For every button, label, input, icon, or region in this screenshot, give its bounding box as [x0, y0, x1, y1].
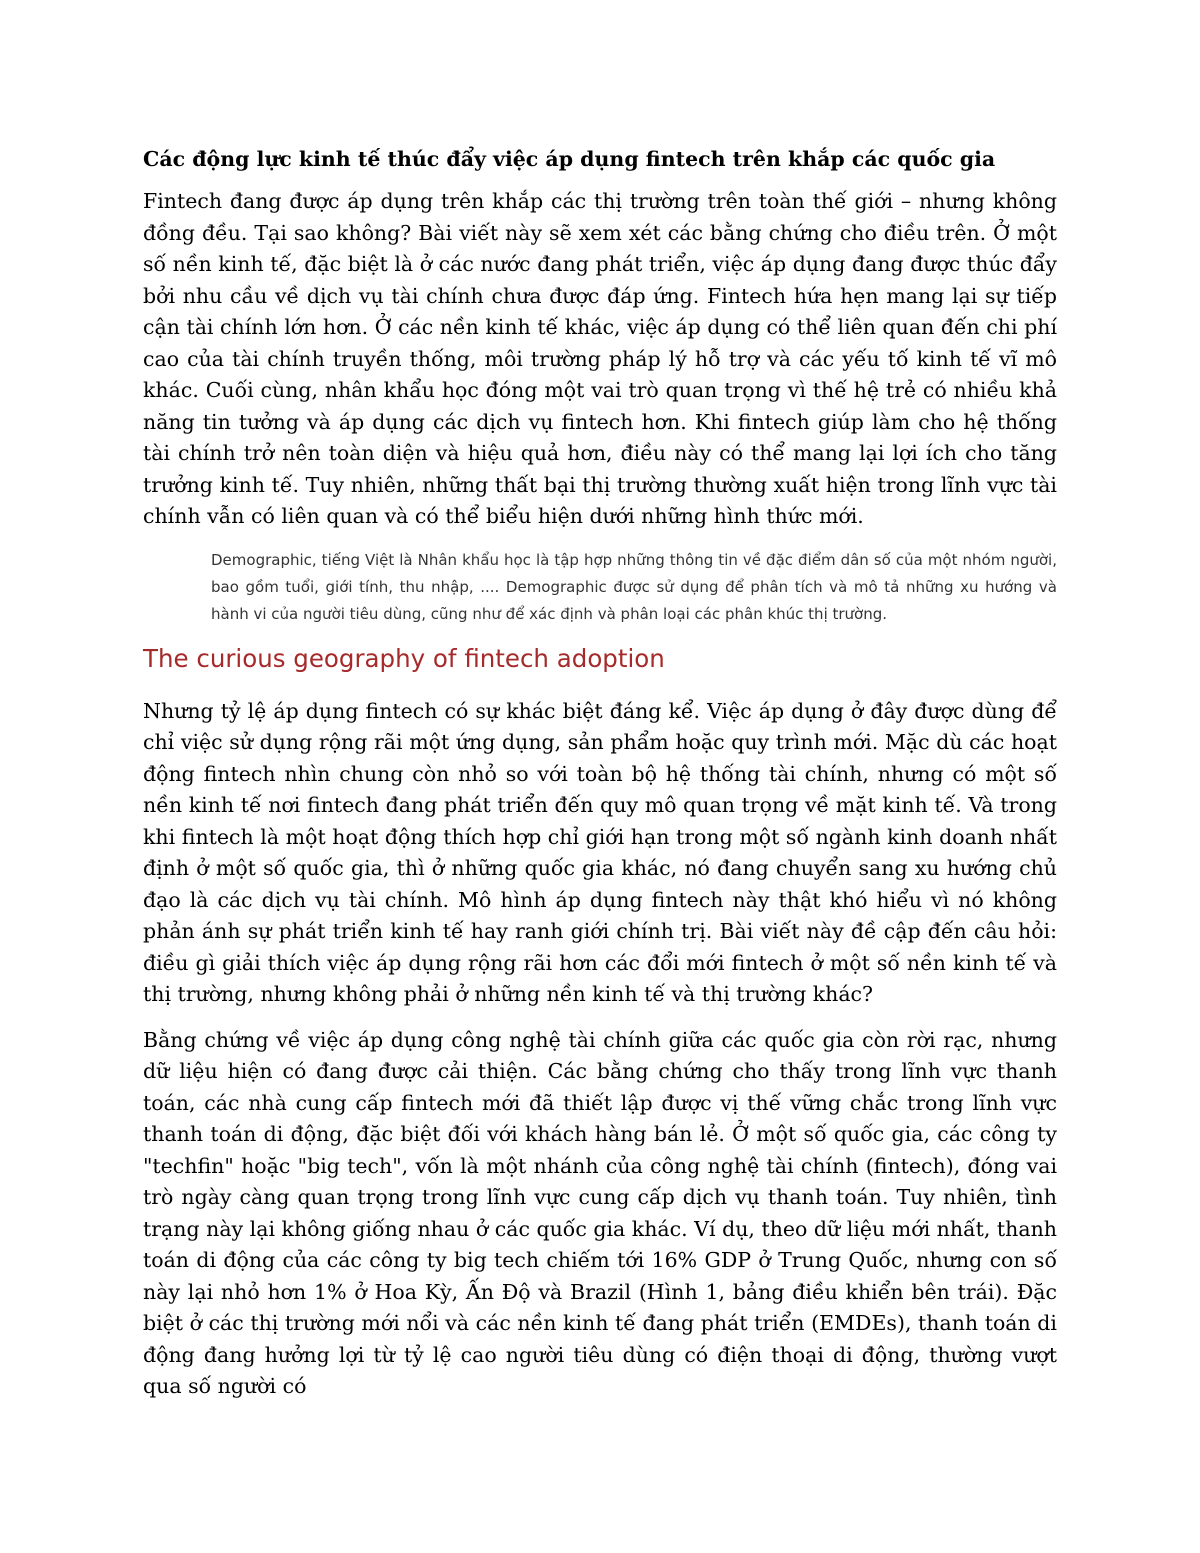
- document-page: [143, 144, 1057, 1417]
- document-title: Các động lực kinh tế thúc đẩy việc áp dụng fintech trên khắp các quốc gia: [143, 147, 996, 171]
- body-paragraph-2: Nhưng tỷ lệ áp dụng fintech có sự khác biệt đáng kể. Việc áp dụng ở đây được dùng để chỉ việc sử dụng rộng rãi một ứng dụng, sản phẩm hoặc quy trình mới. Mặc dù các hoạt động fintech nhìn chung còn nhỏ so với toàn bộ hệ thống tài chính, nhưng có một số nền kinh tế nơi fintech đang phát triển đến quy mô quan trọng về mặt kinh tế. Và trong khi fintech là một hoạt động thích hợp chỉ giới hạn trong một số ngành kinh doanh nhất định ở một số quốc gia, thì ở những quốc gia khác, nó đang chuyển sang xu hướng chủ đạo là các dịch vụ tài chính. Mô hình áp dụng fintech này thật khó hiểu vì nó không phản ánh sự phát triển kinh tế hay ranh giới chính trị. Bài viết này đề cập đến câu hỏi: điều gì giải thích việc áp dụng rộng rãi hơn các đổi mới fintech ở một số nền kinh tế và thị trường, nhưng không phải ở những nền kinh tế và thị trường khác?: [143, 698, 1057, 1006]
- demographic-note: Demographic, tiếng Việt là Nhân khẩu học là tập hợp những thông tin về đặc điểm dân số của một nhóm người, bao gồm tuổi, giới tính, thu nhập, .... Demographic được sử dụng để phân tích và mô tả những xu hướng và hành vi của người tiêu dùng, cũng như để xác định và phân loại các phân khúc thị trường.: [211, 550, 1057, 623]
- section-heading: The curious geography of fintech adoption: [143, 643, 665, 673]
- body-paragraph-3: Bằng chứng về việc áp dụng công nghệ tài chính giữa các quốc gia còn rời rạc, nhưng dữ liệu hiện có đang được cải thiện. Các bằng chứng cho thấy trong lĩnh vực thanh toán, các nhà cung cấp fintech mới đã thiết lập được vị thế vững chắc trong lĩnh vực thanh toán di động, đặc biệt đối với khách hàng bán lẻ. Ở một số quốc gia, các công ty "techfin" hoặc "big tech", vốn là một nhánh của công nghệ tài chính (fintech), đóng vai trò ngày càng quan trọng trong lĩnh vực cung cấp dịch vụ thanh toán. Tuy nhiên, tình trạng này lại không giống nhau ở các quốc gia khác. Ví dụ, theo dữ liệu mới nhất, thanh toán di động của các công ty big tech chiếm tới 16% GDP ở Trung Quốc, nhưng con số này lại nhỏ hơn 1% ở Hoa Kỳ, Ấn Độ và Brazil (Hình 1, bảng điều khiển bên trái). Đặc biệt ở các thị trường mới nổi và các nền kinh tế đang phát triển (EMDEs), thanh toán di động đang hưởng lợi từ tỷ lệ cao người tiêu dùng có điện thoại di động, thường vượt qua số người có: [143, 1027, 1057, 1398]
- intro-paragraph: Fintech đang được áp dụng trên khắp các thị trường trên toàn thế giới – nhưng không đồng đều. Tại sao không? Bài viết này sẽ xem xét các bằng chứng cho điều trên. Ở một số nền kinh tế, đặc biệt là ở các nước đang phát triển, việc áp dụng đang được thúc đẩy bởi nhu cầu về dịch vụ tài chính chưa được đáp ứng. Fintech hứa hẹn mang lại sự tiếp cận tài chính lớn hơn. Ở các nền kinh tế khác, việc áp dụng có thể liên quan đến chi phí cao của tài chính truyền thống, môi trường pháp lý hỗ trợ và các yếu tố kinh tế vĩ mô khác. Cuối cùng, nhân khẩu học đóng một vai trò quan trọng vì thế hệ trẻ có nhiều khả năng tin tưởng và áp dụng các dịch vụ fintech hơn. Khi fintech giúp làm cho hệ thống tài chính trở nên toàn diện và hiệu quả hơn, điều này có thể mang lại lợi ích cho tăng trưởng kinh tế. Tuy nhiên, những thất bại thị trường thường xuất hiện trong lĩnh vực tài chính vẫn có liên quan và có thể biểu hiện dưới những hình thức mới.: [143, 189, 1057, 528]
